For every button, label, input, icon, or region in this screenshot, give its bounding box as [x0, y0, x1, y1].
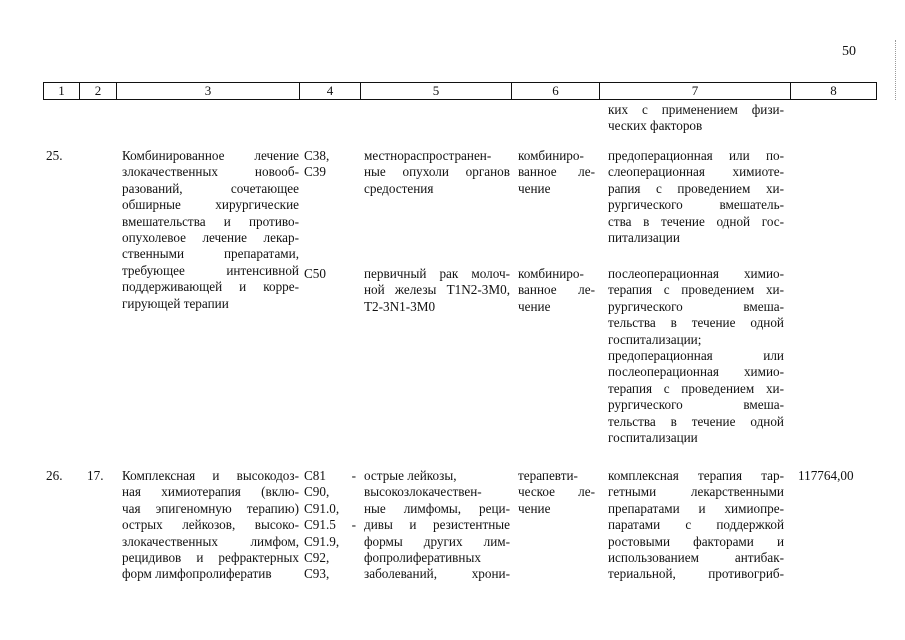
text-line: предоперационная или по-	[608, 148, 784, 163]
text-line: T2-3N1-3M0	[364, 298, 436, 314]
text-line: паратами с поддержкой	[608, 517, 784, 533]
text-line: использованием антибак-	[608, 549, 784, 565]
patient-model	[364, 468, 510, 583]
text-line: злокачественных новооб-	[122, 164, 299, 180]
text-line: питализации	[608, 229, 680, 245]
treatment-type	[518, 148, 595, 197]
text-line: ческих факторов	[608, 118, 703, 134]
text-line: ные опухоли органов	[364, 164, 510, 180]
text-line: госпитализации;	[608, 331, 702, 347]
text-line: ростовыми факторами и	[608, 533, 784, 549]
text-line: Комбинированное лечение	[122, 148, 299, 163]
treatment-name	[122, 468, 299, 583]
text-line: тельства в течение одной	[608, 413, 784, 429]
treatment-type	[518, 266, 595, 315]
text-line: гетными лекарственными	[608, 484, 784, 500]
text-line: рургического вмеша-	[608, 397, 784, 413]
column-header-7: 7	[600, 83, 791, 100]
text-line: слеоперационная химиоте-	[608, 164, 784, 180]
text-line: заболеваний, хрони-	[364, 566, 510, 582]
text-line: рургического вмеша-	[608, 298, 784, 314]
icd-codes	[304, 148, 329, 181]
column-header-6: 6	[512, 83, 600, 100]
text-line: дивы и резистентные	[364, 517, 510, 533]
text-line: ственными препаратами,	[122, 246, 299, 262]
text-line: чение	[518, 180, 551, 196]
text-line: местнораспространен-	[364, 148, 492, 163]
text-line: форм лимфопролифератив	[122, 566, 272, 582]
text-line: обширные хирургические	[122, 197, 299, 213]
column-header-1: 1	[44, 83, 80, 100]
treatment-method	[608, 148, 784, 246]
tariff-amount: 117764,00	[798, 468, 854, 483]
text-line: C92,	[304, 549, 330, 565]
text-line: C50	[304, 266, 326, 281]
page-number: 50	[842, 44, 856, 59]
text-line: послеоперационная химио-	[608, 364, 784, 380]
treatment-method	[608, 266, 784, 446]
text-line: злокачественных лимфом,	[122, 533, 299, 549]
text-line: формы других лим-	[364, 533, 510, 549]
patient-model	[364, 148, 510, 197]
text-line: средостения	[364, 180, 434, 196]
treatment-method	[608, 468, 784, 583]
text-line: C38,	[304, 148, 330, 163]
text-line: комбиниро-	[518, 266, 584, 281]
text-line: требующее интенсивной	[122, 262, 299, 278]
text-line: рапия с проведением хи-	[608, 180, 784, 196]
text-line: Комплексная и высокодоз-	[122, 468, 299, 483]
text-line: C81 -	[304, 468, 356, 483]
page-edge-marks	[895, 40, 898, 100]
treatment-type	[518, 468, 595, 517]
text-line: комплексная терапия тар-	[608, 468, 784, 483]
text-line: рецидивов и рефрактерных	[122, 549, 299, 565]
text-line: терапия с проведением хи-	[608, 282, 784, 298]
column-number-header	[43, 82, 877, 100]
text-line: териальной, противогриб-	[608, 566, 784, 582]
text-line: острых лейкозов, высоко-	[122, 517, 299, 533]
text-line: чая эпигеномную терапию)	[122, 500, 299, 516]
icd-codes	[304, 266, 326, 282]
carryover-method-text	[608, 102, 784, 135]
text-line: ная химиотерапия (вклю-	[122, 484, 299, 500]
text-line: ные лимфомы, реци-	[364, 500, 510, 516]
text-line: рургического вмешатель-	[608, 197, 784, 213]
text-line: терапия с проведением хи-	[608, 380, 784, 396]
row-number: 26.	[46, 468, 63, 483]
row-number: 25.	[46, 148, 63, 163]
text-line: C93,	[304, 566, 330, 582]
text-line: ства в течение одной гос-	[608, 213, 784, 229]
text-line: ванное ле-	[518, 164, 595, 180]
text-line: комбиниро-	[518, 148, 584, 163]
text-line: фопролиферативных	[364, 549, 481, 565]
patient-model	[364, 266, 510, 315]
text-line: ной железы T1N2-3M0,	[364, 282, 510, 298]
text-line: терапевти-	[518, 468, 578, 483]
text-line: госпитализации	[608, 429, 698, 445]
icd-codes	[304, 468, 356, 583]
text-line: C90,	[304, 484, 330, 500]
column-header-8: 8	[791, 83, 877, 100]
text-line: первичный рак молоч-	[364, 266, 510, 281]
column-header-2: 2	[80, 83, 117, 100]
column-header-5: 5	[361, 83, 512, 100]
text-line: препаратами и химиопре-	[608, 500, 784, 516]
treatment-name	[122, 148, 299, 312]
text-line: предоперационная или	[608, 347, 784, 363]
text-line: ких с применением физи-	[608, 102, 784, 117]
column-header-3: 3	[117, 83, 300, 100]
text-line: острые лейкозы,	[364, 468, 457, 483]
text-line: чение	[518, 298, 551, 314]
text-line: C91.5 -	[304, 517, 356, 533]
text-line: послеоперационная химио-	[608, 266, 784, 281]
text-line: ванное ле-	[518, 282, 595, 298]
text-line: C39	[304, 164, 326, 180]
text-line: ческое ле-	[518, 484, 595, 500]
text-line: разований, сочетающее	[122, 180, 299, 196]
text-line: высокозлокачествен-	[364, 484, 482, 500]
column-header-4: 4	[300, 83, 361, 100]
text-line: C91.0,	[304, 500, 340, 516]
text-line: чение	[518, 500, 551, 516]
text-line: гирующей терапии	[122, 295, 229, 311]
text-line: опухолевое лечение лекар-	[122, 229, 299, 245]
text-line: поддерживающей и корре-	[122, 279, 299, 295]
text-line: вмешательства и противо-	[122, 213, 299, 229]
text-line: C91.9,	[304, 533, 340, 549]
text-line: тельства в течение одной	[608, 315, 784, 331]
group-number: 17.	[87, 468, 104, 483]
